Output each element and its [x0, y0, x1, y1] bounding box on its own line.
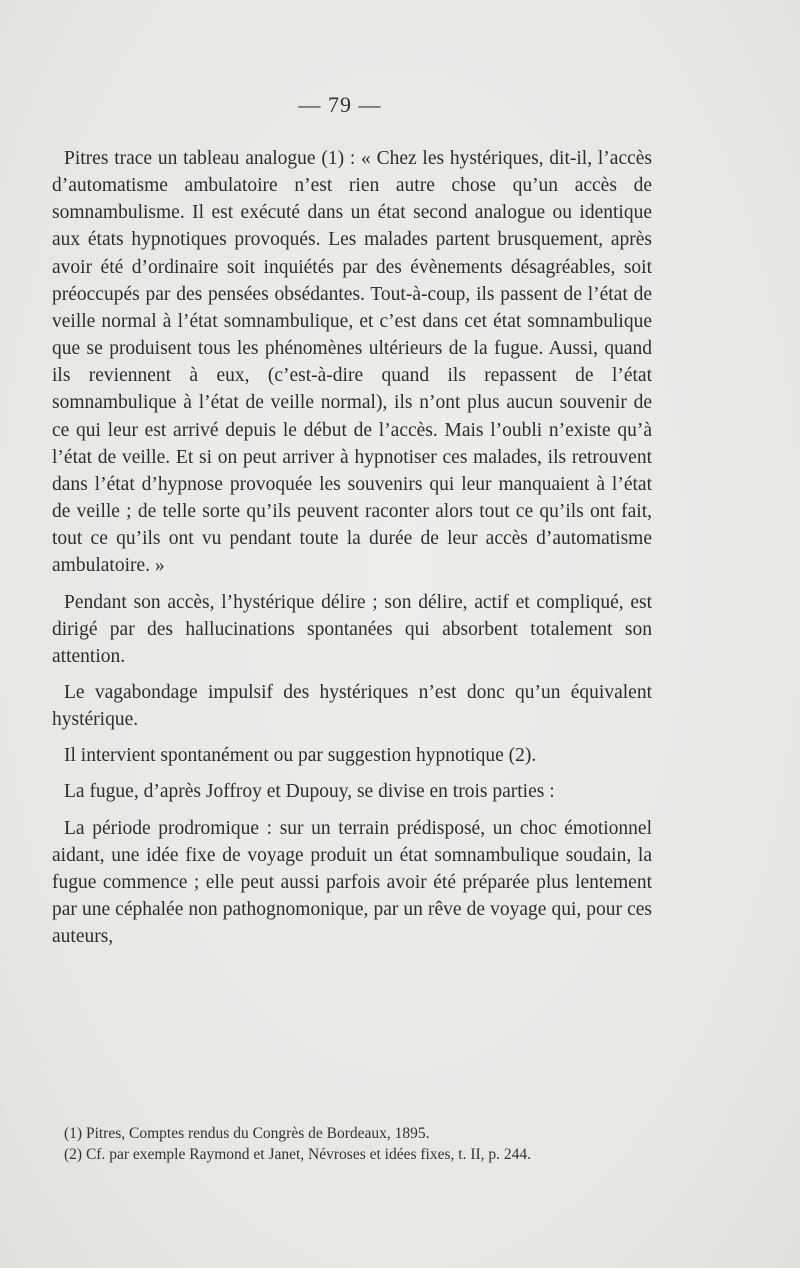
- page-number: — 79 —: [298, 92, 382, 117]
- paragraph-delire: Pendant son accès, l’hystérique délire ; son délire, actif et compliqué, est dirigé par des hallucinations spontanées qui absorbent totalement son attention.: [52, 591, 652, 667]
- paragraph-pitres-quote: Pitres trace un tableau analogue (1) : « Chez les hystériques, dit-il, l’accès d’automatisme ambulatoire n’est rien autre chose qu’un accès de somnambulisme. Il est exécuté dans un état second analogue ou identique aux états hypnotiques provoqués. Les malades partent brusquement, après avoir été d’ordinaire soit inquiétés par des évènements désagréables, soit préoccupés par des pensées obsédantes. Tout-à-coup, ils passent de l’état de veille normal à l’état somnambulique, et c’est dans cet état somnambulique que se produisent tous les phénomènes ultérieurs de la fugue. Aussi, quand ils reviennent à eux, (c’est-à-dire quand ils repassent de l’état somnambulique à l’état de veille normal), ils n’ont plus aucun souvenir de ce qui leur est arrivé depuis le début de l’accès. Mais l’oubli n’existe qu’à l’état de veille. Et si on peut arriver à hypnotiser ces malades, ils retrouvent dans l’état d’hypnose provoquée les souvenirs qui leur manquaient à l’état de veille ; de telle sorte qu’ils peuvent raconter alors tout ce qu’ils ont fait, tout ce qu’ils ont vu pendant toute la durée de leur accès d’automatisme ambulatoire. »: [52, 148, 652, 577]
- body-text: [52, 145, 652, 959]
- footnote-2: (2) Cf. par exemple Raymond et Janet, Névroses et idées fixes, t. II, p. 244.: [64, 1146, 532, 1163]
- paragraph-trois-parties: La fugue, d’après Joffroy et Dupouy, se divise en trois parties :: [64, 781, 555, 803]
- footnote-1: (1) Pitres, Comptes rendus du Congrès de Bordeaux, 1895.: [64, 1125, 430, 1142]
- paragraph-suggestion: Il intervient spontanément ou par suggestion hypnotique (2).: [64, 745, 537, 767]
- paragraph-periode-prodromique: La période prodromique : sur un terrain prédisposé, un choc émotionnel aidant, une idée fixe de voyage produit un état somnambulique soudain, la fugue commence ; elle peut aussi parfois avoir été préparée plus lentement par une céphalée non pathognomonique, par un rêve de voyage qui, pour ces auteurs,: [52, 817, 652, 948]
- footnotes: [52, 1123, 652, 1165]
- paragraph-vagabondage: Le vagabondage impulsif des hystériques n’est donc qu’un équivalent hystérique.: [52, 681, 652, 731]
